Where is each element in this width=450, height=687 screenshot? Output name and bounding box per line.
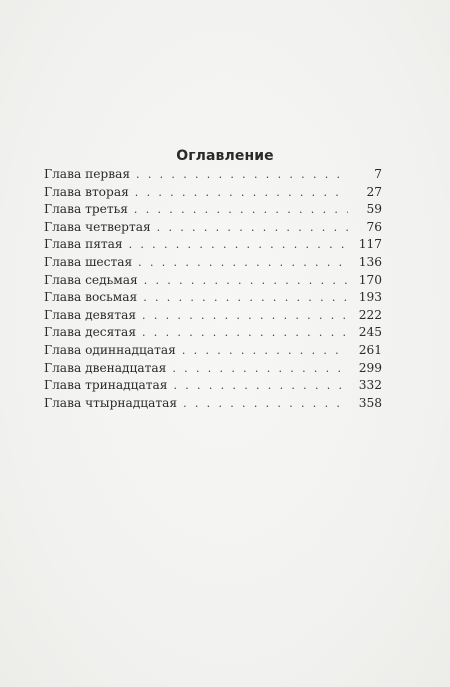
toc-entry-label: Глава шестая — [44, 254, 133, 269]
toc-entry-label: Глава четвертая — [44, 219, 151, 234]
toc-entry-page: 358 — [358, 395, 382, 410]
toc-dot-leader — [134, 201, 348, 219]
toc-dot-leader — [142, 307, 348, 325]
toc-entry-page: 170 — [358, 272, 382, 287]
toc-entry — [44, 307, 382, 325]
toc-title: Оглавление — [176, 148, 274, 164]
toc-entry — [44, 166, 382, 184]
toc-entry — [44, 342, 382, 360]
toc-list — [44, 166, 382, 412]
toc-dot-leader — [182, 342, 348, 360]
toc-entry-label: Глава чтырнадцатая — [44, 395, 178, 410]
toc-dot-leader — [135, 184, 348, 202]
toc-entry-page: 7 — [374, 167, 382, 181]
toc-entry-page: 59 — [366, 202, 382, 217]
toc-entry — [44, 184, 382, 202]
toc-entry-page: 193 — [358, 290, 382, 305]
toc-entry-label: Глава двенадцатая — [44, 360, 167, 375]
toc-entry-page: 76 — [366, 219, 382, 234]
toc-entry-page: 332 — [358, 378, 382, 393]
toc-entry-label: Глава одиннадцатая — [44, 342, 176, 357]
toc-entry-page: 245 — [358, 325, 382, 340]
toc-entry — [44, 219, 382, 237]
toc-entry — [44, 377, 382, 395]
toc-entry-page: 222 — [358, 307, 382, 322]
toc-entry-label: Глава девятая — [44, 307, 137, 322]
toc-entry-label: Глава восьмая — [44, 290, 138, 305]
toc-dot-leader — [172, 360, 348, 378]
toc-entry — [44, 395, 382, 413]
toc-entry — [44, 360, 382, 378]
toc-dot-leader — [129, 236, 348, 254]
toc-entry-label: Глава первая — [44, 167, 131, 181]
toc-entry-page: 299 — [358, 360, 382, 375]
toc-dot-leader — [136, 166, 348, 184]
toc-dot-leader — [183, 395, 348, 413]
toc-entry-label: Глава вторая — [44, 184, 129, 199]
toc-entry — [44, 201, 382, 219]
toc-entry — [44, 272, 382, 290]
toc-entry-page: 27 — [366, 184, 382, 199]
toc-dot-leader — [138, 254, 348, 272]
toc-entry — [44, 324, 382, 342]
toc-entry — [44, 236, 382, 254]
toc-entry-label: Глава десятая — [44, 325, 137, 340]
toc-dot-leader — [143, 289, 348, 307]
toc-entry — [44, 254, 382, 272]
toc-entry-label: Глава пятая — [44, 237, 123, 252]
toc-entry-page: 261 — [358, 342, 382, 357]
toc-entry-label: Глава тринадцатая — [44, 378, 168, 393]
toc-entry-page: 117 — [358, 237, 382, 252]
toc-entry-label: Глава третья — [44, 202, 128, 217]
toc-entry — [44, 289, 382, 307]
toc-dot-leader — [173, 377, 348, 395]
toc-entry-page: 136 — [358, 254, 382, 269]
toc-dot-leader — [142, 324, 348, 342]
toc-dot-leader — [144, 272, 348, 290]
toc-dot-leader — [157, 219, 348, 237]
toc-entry-label: Глава седьмая — [44, 272, 138, 287]
